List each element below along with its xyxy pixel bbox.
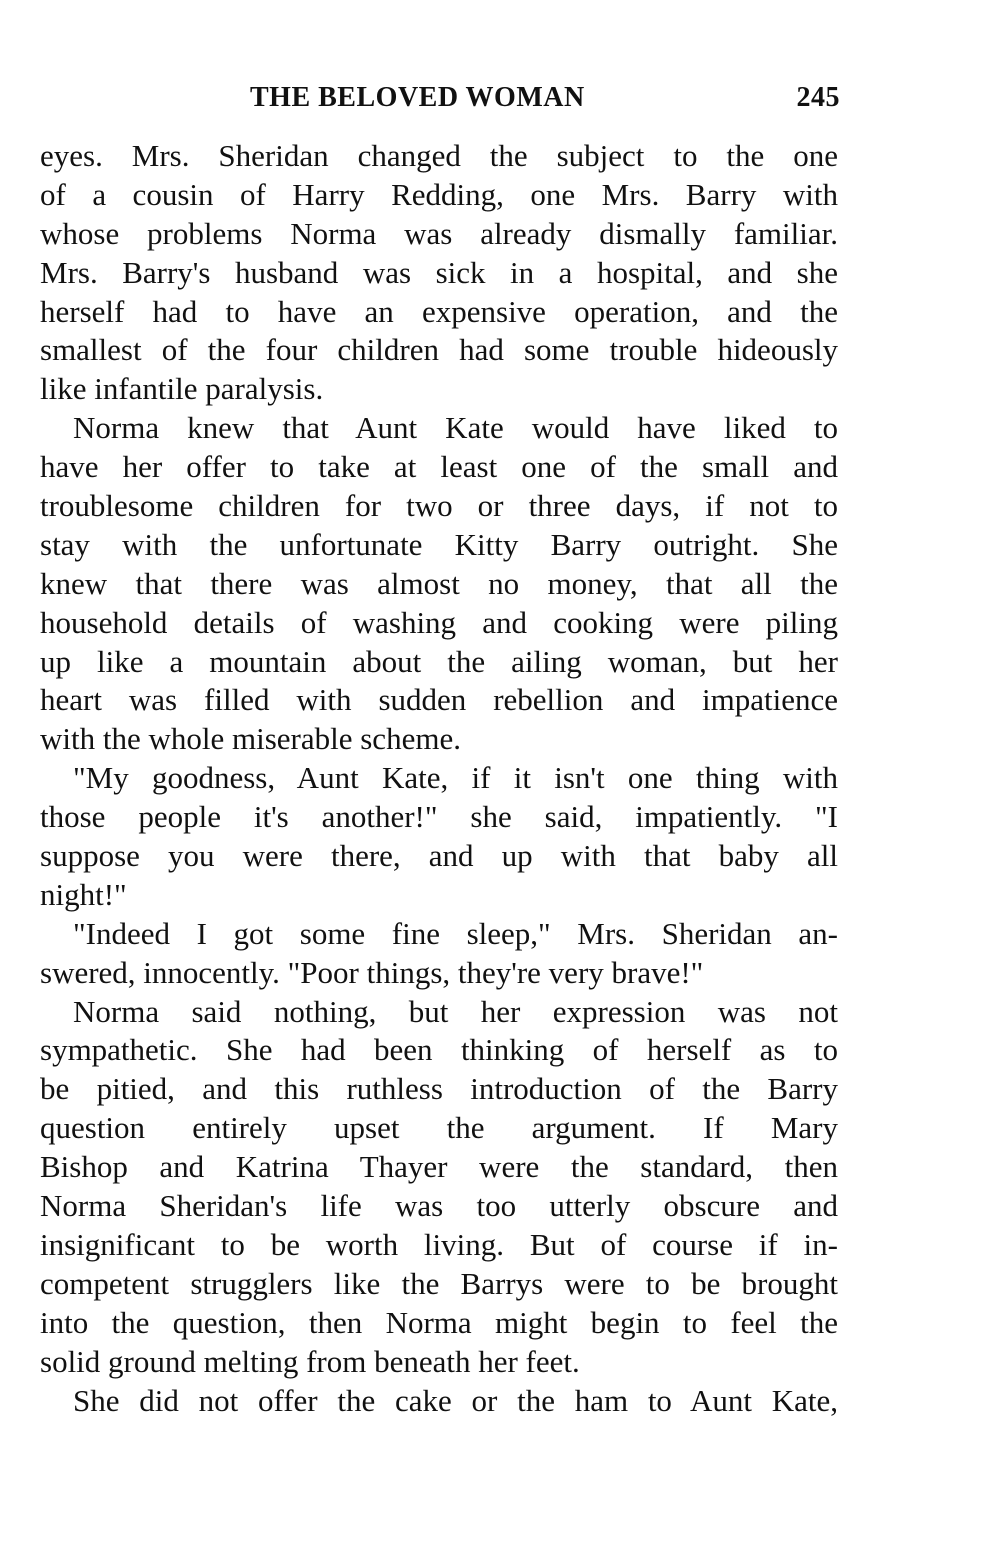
text-line: competent strugglers like the Barrys were to be brought [40, 1265, 838, 1301]
text-line: those people it's another!" she said, impatiently. "I [40, 799, 838, 835]
text-line: have her offer to take at least one of the small and [40, 449, 838, 485]
text-line: "Indeed I got some fine sleep," Mrs. Sheridan an- [73, 915, 838, 951]
text-line: "My goodness, Aunt Kate, if it isn't one thing with [73, 760, 838, 796]
text-line: with the whole miserable scheme. [40, 721, 461, 757]
text-line: whose problems Norma was already dismally familiar. [40, 215, 838, 251]
text-line: She did not offer the cake or the ham to Aunt Kate, [73, 1382, 838, 1418]
text-line: swered, innocently. "Poor things, they're very brave!" [40, 954, 704, 990]
text-line: like infantile paralysis. [40, 371, 324, 407]
running-title: THE BELOVED WOMAN [250, 82, 585, 113]
text-line: of a cousin of Harry Redding, one Mrs. Barry with [40, 176, 838, 212]
text-line: up like a mountain about the ailing woman, but her [40, 643, 838, 679]
text-line: Norma said nothing, but her expression was not [73, 993, 838, 1029]
text-line: Norma knew that Aunt Kate would have liked to [73, 410, 838, 446]
text-line: solid ground melting from beneath her feet. [40, 1343, 580, 1379]
text-line: insignificant to be worth living. But of course if in- [40, 1226, 838, 1262]
text-line: herself had to have an expensive operation, and the [40, 293, 838, 329]
text-line: stay with the unfortunate Kitty Barry outright. She [40, 526, 838, 562]
text-line: heart was filled with sudden rebellion and impatience [40, 682, 838, 718]
text-line: knew that there was almost no money, that all the [40, 565, 838, 601]
text-line: suppose you were there, and up with that baby all [40, 838, 838, 874]
body-text [40, 137, 838, 1420]
running-head [40, 82, 840, 122]
text-line: eyes. Mrs. Sheridan changed the subject to the one [40, 138, 838, 173]
text-line: be pitied, and this ruthless introduction of the Barry [40, 1071, 838, 1107]
text-line: question entirely upset the argument. If Mary [40, 1110, 838, 1146]
text-line: Mrs. Barry's husband was sick in a hospital, and she [40, 254, 838, 290]
text-line: household details of washing and cooking were piling [40, 604, 838, 640]
text-line: troublesome children for two or three days, if not to [40, 488, 838, 524]
page-number: 245 [796, 82, 840, 113]
text-line: Norma Sheridan's life was too utterly obscure and [40, 1188, 838, 1224]
text-line: Bishop and Katrina Thayer were the standard, then [40, 1149, 838, 1185]
text-line: into the question, then Norma might begin to feel the [40, 1304, 838, 1340]
text-line: sympathetic. She had been thinking of herself as to [40, 1032, 838, 1068]
text-line: night!" [40, 876, 127, 912]
text-line: smallest of the four children had some trouble hideously [40, 332, 838, 368]
